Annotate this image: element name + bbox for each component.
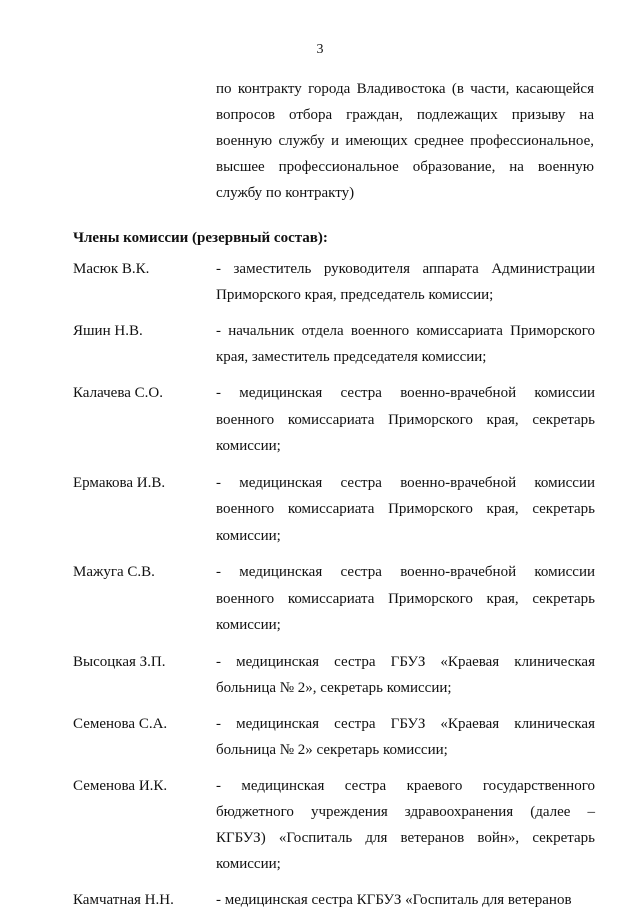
member-row — [73, 318, 595, 370]
section-heading: Члены комиссии (резервный состав): — [73, 230, 328, 246]
member-row — [73, 256, 595, 308]
member-role: - начальник отдела военного комиссариата Приморского края, заместитель председателя комиссии; — [216, 323, 595, 365]
member-role: - медицинская сестра краевого государственного бюджетного учреждения здравоохранения (далее – КГБУЗ) «Госпиталь для ветеранов войн», секретарь комиссии; — [216, 777, 595, 872]
member-name: Высоцкая З.П. — [73, 653, 166, 670]
member-name: Яшин Н.В. — [73, 323, 143, 339]
member-name: Мажуга С.В. — [73, 564, 155, 580]
members-list — [73, 256, 595, 923]
member-row — [73, 711, 595, 763]
member-name: Семенова С.А. — [73, 715, 168, 732]
member-role: - медицинская сестра КГБУЗ «Госпиталь для ветеранов — [216, 891, 572, 908]
member-name: Ермакова И.В. — [73, 474, 166, 491]
member-role: - медицинская сестра военно-врачебной комиссии военного комиссариата Приморского края, секретарь комиссии; — [216, 564, 595, 633]
member-role: - медицинская сестра военно-врачебной комиссии военного комиссариата Приморского края, секретарь комиссии; — [216, 385, 595, 454]
member-row — [73, 380, 595, 460]
member-row — [73, 559, 595, 639]
member-row — [73, 470, 595, 550]
member-role: - медицинская сестра военно-врачебной комиссии военного комиссариата Приморского края, секретарь комиссии; — [216, 474, 595, 544]
member-role: - медицинская сестра ГБУЗ «Краевая клиническая больница № 2» секретарь комиссии; — [216, 715, 595, 758]
member-row — [73, 649, 595, 701]
member-name: Масюк В.К. — [73, 261, 150, 277]
member-role: - заместитель руководителя аппарата Администрации Приморского края, председатель комиссии; — [216, 261, 595, 303]
intro-paragraph: по контракту города Владивостока (в части, касающейся вопросов отбора граждан, подлежащих призыву на военную службу и имеющих среднее профессиональное, высшее профессиональное образование, на военную службу по контракту) — [216, 81, 594, 201]
member-name: Семенова И.К. — [73, 777, 168, 794]
page-number: 3 — [316, 42, 324, 57]
member-name: Камчатная Н.Н. — [73, 891, 174, 908]
member-row — [73, 773, 595, 877]
member-row — [73, 887, 595, 913]
member-role: - медицинская сестра ГБУЗ «Краевая клиническая больница № 2», секретарь комиссии; — [216, 653, 595, 696]
member-name: Калачева С.О. — [73, 385, 163, 401]
